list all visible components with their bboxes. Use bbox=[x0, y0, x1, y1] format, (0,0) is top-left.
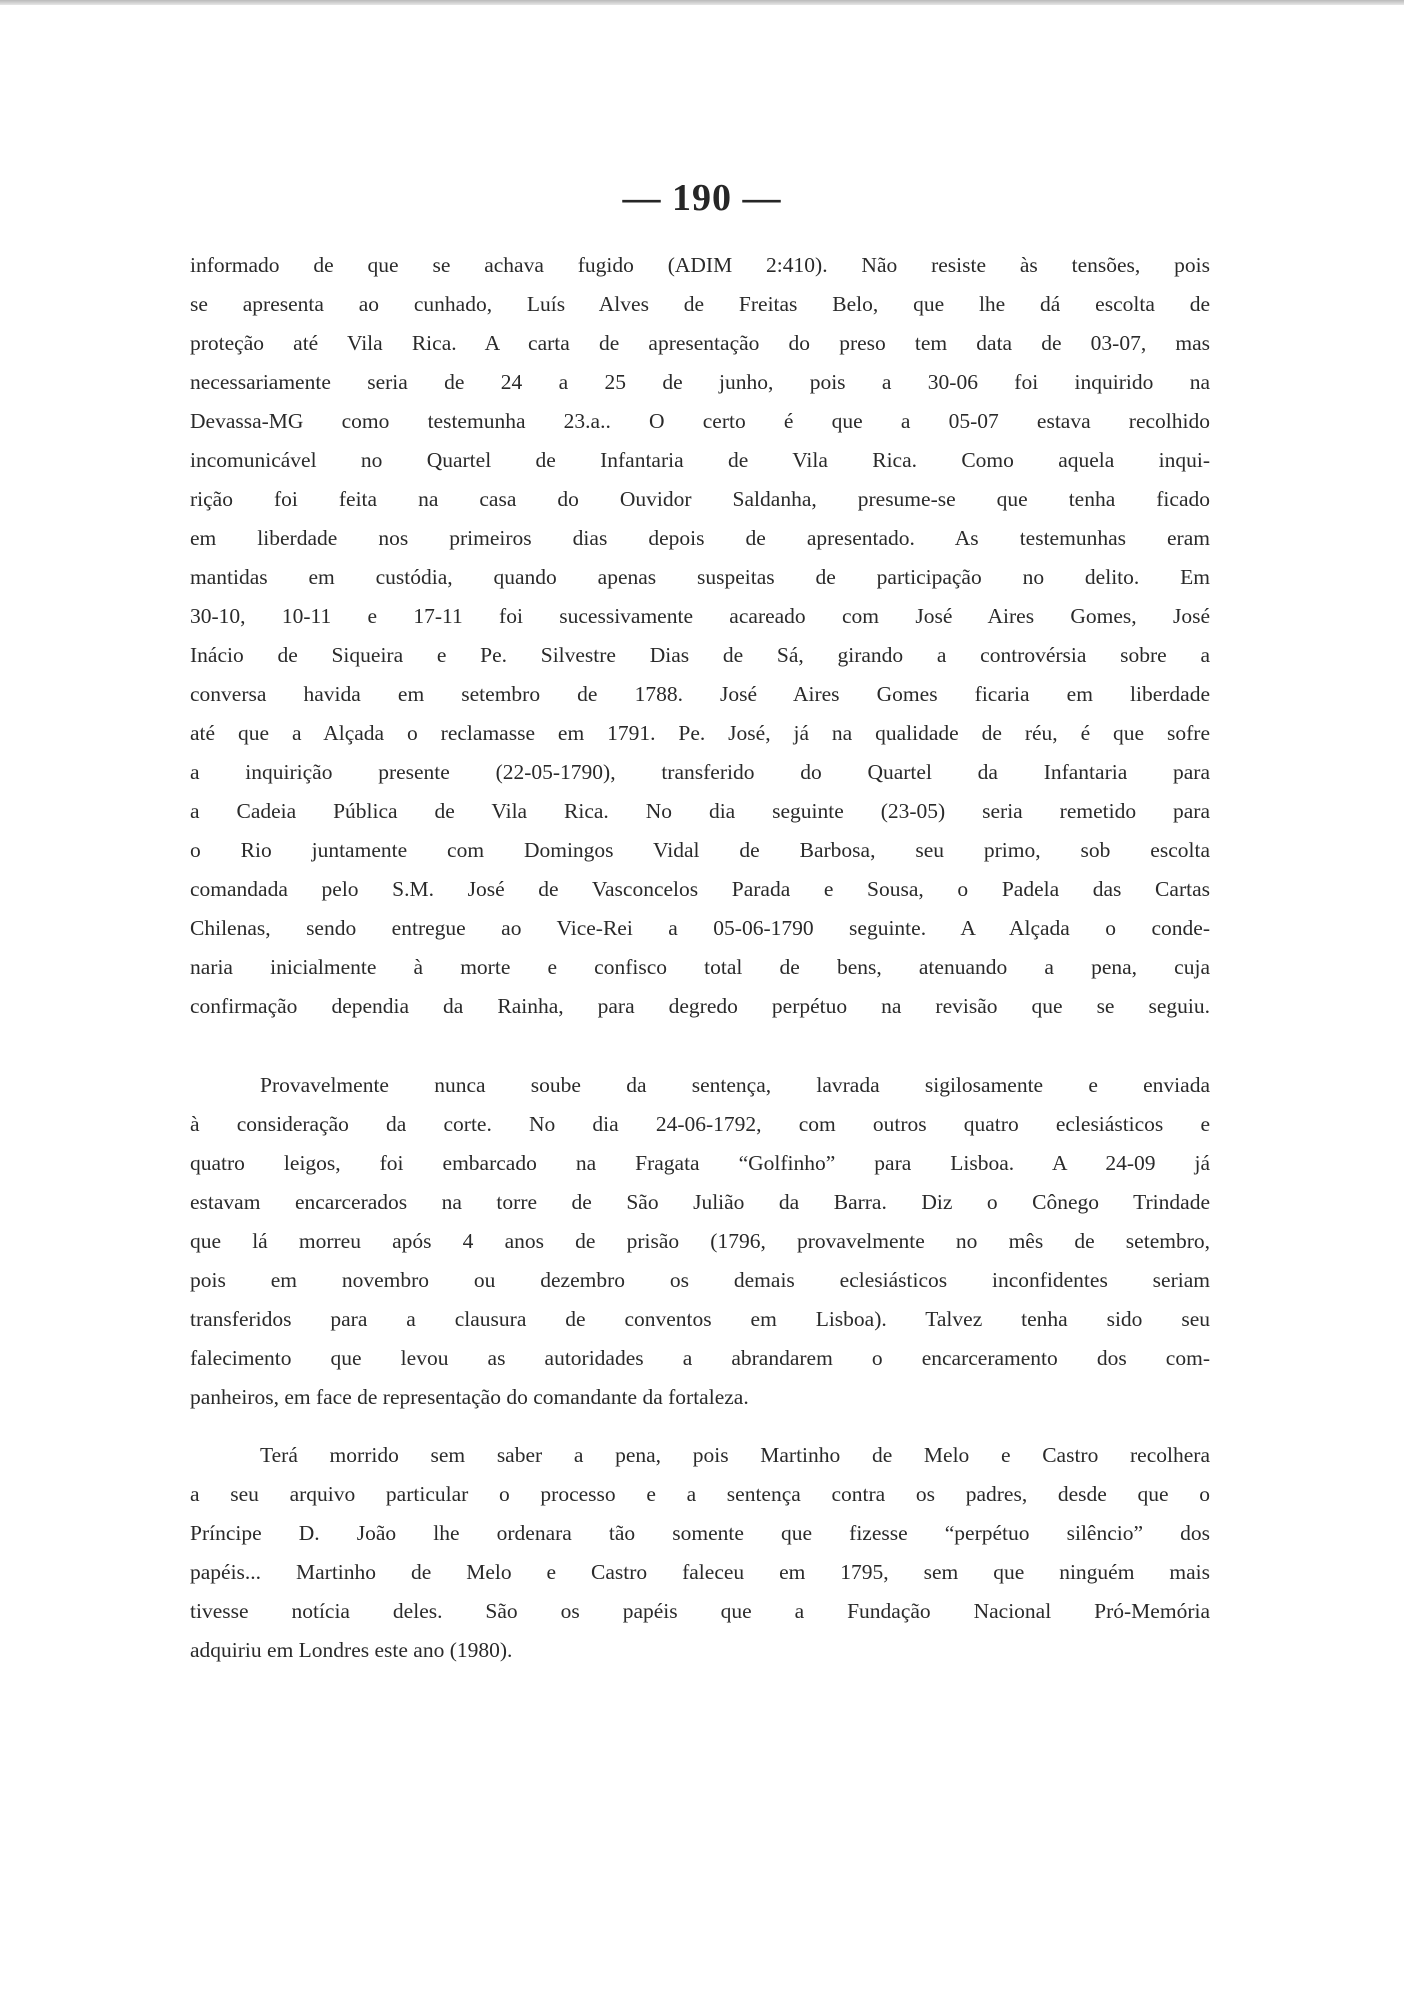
scan-top-edge bbox=[0, 0, 1404, 5]
paragraph-1 bbox=[190, 246, 1210, 1026]
text-line: Provavelmente nunca soube da sentença, lavrada sigilosamente e enviada bbox=[260, 1073, 1210, 1097]
text-line: que lá morreu após 4 anos de prisão (1796, provavelmente no mês de setembro, bbox=[190, 1229, 1210, 1253]
text-line: transferidos para a clausura de conventos em Lisboa). Talvez tenha sido seu bbox=[190, 1307, 1210, 1331]
text-line: quatro leigos, foi embarcado na Fragata “Golfinho” para Lisboa. A 24-09 já bbox=[190, 1151, 1210, 1175]
text-line: incomunicável no Quartel de Infantaria de Vila Rica. Como aquela inqui- bbox=[190, 448, 1210, 472]
text-line: Devassa-MG como testemunha 23.a.. O certo é que a 05-07 estava recolhido bbox=[190, 409, 1210, 433]
text-line: conversa havida em setembro de 1788. José Aires Gomes ficaria em liberdade bbox=[190, 682, 1210, 706]
text-line: comandada pelo S.M. José de Vasconcelos Parada e Sousa, o Padela das Cartas bbox=[190, 877, 1210, 901]
text-line: confirmação dependia da Rainha, para degredo perpétuo na revisão que se seguiu. bbox=[190, 994, 1210, 1018]
text-line: necessariamente seria de 24 a 25 de junho, pois a 30-06 foi inquirido na bbox=[190, 370, 1210, 394]
text-line: em liberdade nos primeiros dias depois de apresentado. As testemunhas eram bbox=[190, 526, 1210, 550]
text-line: falecimento que levou as autoridades a abrandarem o encarceramento dos com- bbox=[190, 1346, 1210, 1370]
page-number: — 190 — bbox=[622, 177, 782, 219]
text-line: naria inicialmente à morte e confisco total de bens, atenuando a pena, cuja bbox=[190, 955, 1210, 979]
text-line: panheiros, em face de representação do comandante da fortaleza. bbox=[190, 1385, 749, 1409]
text-line: proteção até Vila Rica. A carta de apresentação do preso tem data de 03-07, mas bbox=[190, 331, 1210, 355]
text-line: a Cadeia Pública de Vila Rica. No dia seguinte (23-05) seria remetido para bbox=[190, 799, 1210, 823]
text-line: o Rio juntamente com Domingos Vidal de Barbosa, seu primo, sob escolta bbox=[190, 838, 1210, 862]
text-line: Chilenas, sendo entregue ao Vice-Rei a 05-06-1790 seguinte. A Alçada o conde- bbox=[190, 916, 1210, 940]
text-line: estavam encarcerados na torre de São Julião da Barra. Diz o Cônego Trindade bbox=[190, 1190, 1210, 1214]
text-line: rição foi feita na casa do Ouvidor Saldanha, presume-se que tenha ficado bbox=[190, 487, 1210, 511]
text-line: mantidas em custódia, quando apenas suspeitas de participação no delito. Em bbox=[190, 565, 1210, 589]
text-line: pois em novembro ou dezembro os demais eclesiásticos inconfidentes seriam bbox=[190, 1268, 1210, 1292]
text-line: Príncipe D. João lhe ordenara tão somente que fizesse “perpétuo silêncio” dos bbox=[190, 1521, 1210, 1545]
text-line: Inácio de Siqueira e Pe. Silvestre Dias de Sá, girando a controvérsia sobre a bbox=[190, 643, 1210, 667]
text-line: até que a Alçada o reclamasse em 1791. Pe. José, já na qualidade de réu, é que sofre bbox=[190, 721, 1210, 745]
text-line: a seu arquivo particular o processo e a sentença contra os padres, desde que o bbox=[190, 1482, 1210, 1506]
text-line: a inquirição presente (22-05-1790), transferido do Quartel da Infantaria para bbox=[190, 760, 1210, 784]
text-line: 30-10, 10-11 e 17-11 foi sucessivamente acareado com José Aires Gomes, José bbox=[190, 604, 1210, 628]
text-line: Terá morrido sem saber a pena, pois Martinho de Melo e Castro recolhera bbox=[260, 1443, 1210, 1467]
text-line: papéis... Martinho de Melo e Castro faleceu em 1795, sem que ninguém mais bbox=[190, 1560, 1210, 1584]
paragraph-3 bbox=[190, 1436, 1210, 1670]
text-line: tivesse notícia deles. São os papéis que a Fundação Nacional Pró-Memória bbox=[190, 1599, 1210, 1623]
text-line: adquiriu em Londres este ano (1980). bbox=[190, 1638, 513, 1662]
text-line: se apresenta ao cunhado, Luís Alves de Freitas Belo, que lhe dá escolta de bbox=[190, 292, 1210, 316]
text-line: à consideração da corte. No dia 24-06-1792, com outros quatro eclesiásticos e bbox=[190, 1112, 1210, 1136]
text-line: informado de que se achava fugido (ADIM 2:410). Não resiste às tensões, pois bbox=[190, 253, 1210, 277]
paragraph-2 bbox=[190, 1066, 1210, 1417]
